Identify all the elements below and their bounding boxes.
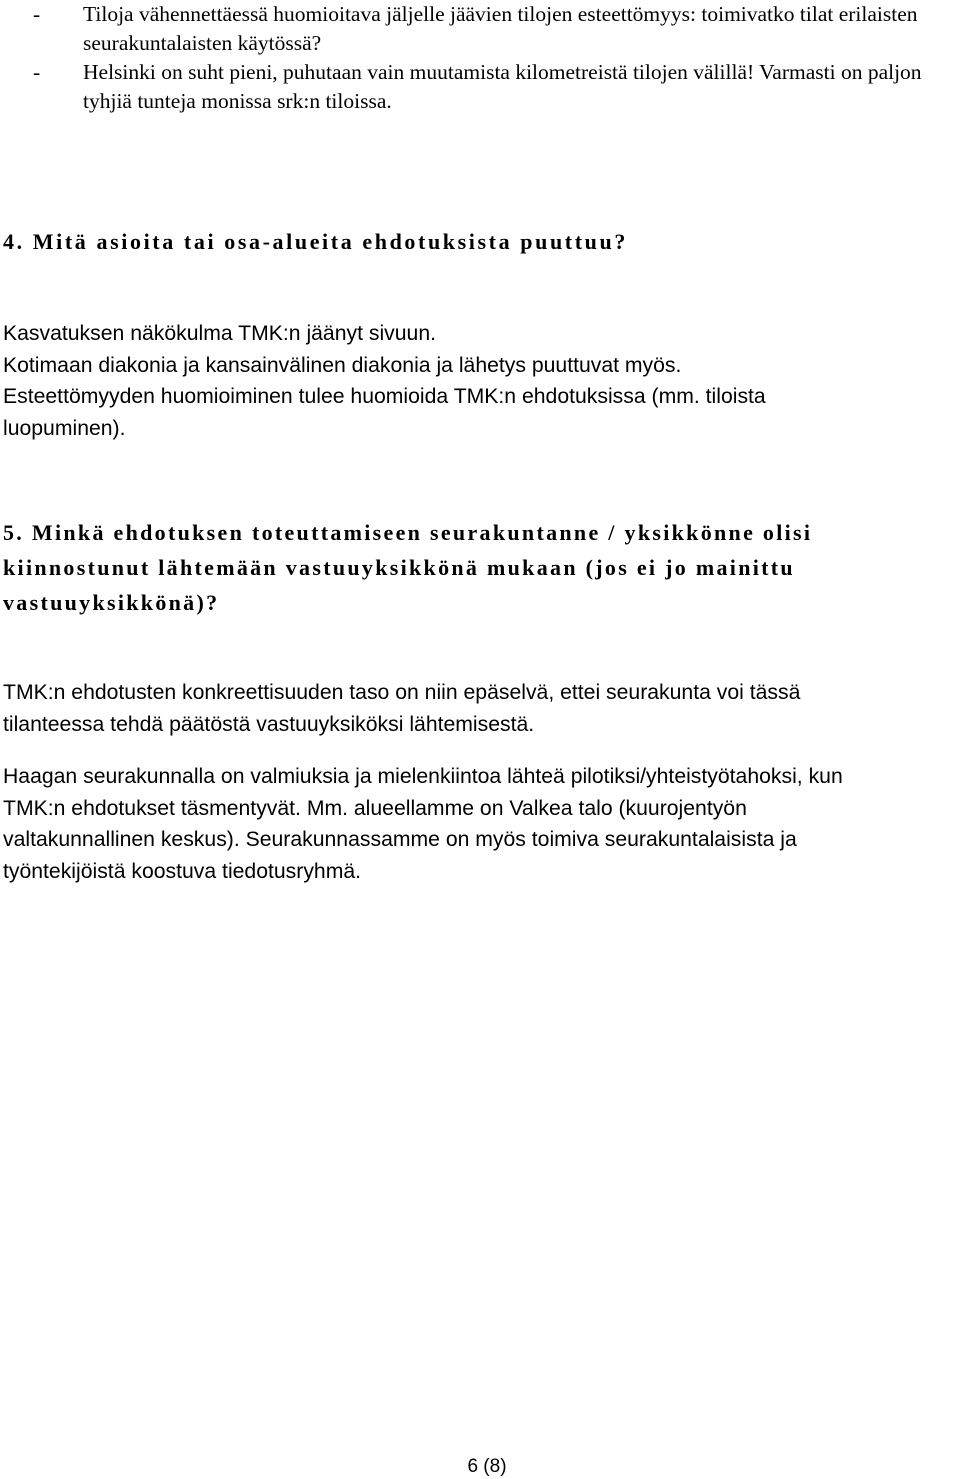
- text-line: työntekijöistä koostuva tiedotusryhmä.: [3, 859, 362, 883]
- text-line: tilanteessa tehdä päätöstä vastuuyksiköksi lähtemisestä.: [3, 712, 535, 736]
- bullet-dash: -: [33, 60, 41, 84]
- bullet-item: [33, 0, 953, 58]
- page-footer: [0, 1455, 960, 1479]
- text-line: luopuminen).: [3, 416, 126, 440]
- bullet-dash: -: [33, 2, 41, 26]
- text-line: TMK:n ehdotukset täsmentyvät. Mm. alueellamme on Valkea talo (kuurojentyön: [3, 796, 747, 820]
- page-number: 6 (8): [467, 1456, 507, 1477]
- bullet-item: [33, 58, 953, 116]
- text-line: Kasvatuksen näkökulma TMK:n jäänyt sivuun.: [3, 322, 436, 345]
- section-5-paragraph-1: [3, 677, 958, 740]
- text-line: TMK:n ehdotusten konkreettisuuden taso on niin epäselvä, ettei seurakunta voi tässä: [3, 681, 801, 704]
- text-line: Kotimaan diakonia ja kansainvälinen diakonia ja lähetys puuttuvat myös.: [3, 353, 682, 377]
- bullet-text: Helsinki on suht pieni, puhutaan vain muutamista kilometreistä tilojen välillä! Varmasti on paljon tyhjiä tunteja monissa srk:n tiloissa.: [83, 60, 922, 113]
- bullet-text: Tiloja vähennettäessä huomioitava jäljelle jäävien tilojen esteettömyys: toimivatko tilat erilaisten seurakuntalaisten käytössä?: [83, 2, 918, 55]
- bullet-list: [33, 0, 953, 116]
- text-line: valtakunnallinen keskus). Seurakunnassamme on myös toimiva seurakuntalaisista ja: [3, 828, 797, 851]
- section-4-paragraph: [3, 318, 958, 444]
- text-line: Esteettömyyden huomioiminen tulee huomioida TMK:n ehdotuksissa (mm. tiloista: [3, 385, 766, 408]
- section-5-paragraph-2: [3, 761, 958, 887]
- section-4-heading: 4. Mitä asioita tai osa-alueita ehdotuksista puuttuu?: [3, 229, 628, 254]
- text-line: Haagan seurakunnalla on valmiuksia ja mielenkiintoa lähteä pilotiksi/yhteistyötahoksi, kun: [3, 765, 843, 788]
- section-5-heading: 5. Minkä ehdotuksen toteuttamiseen seurakuntanne / yksikkönne olisi kiinnostunut lähtemään vastuuyksikkönä mukaan (jos ei jo mainittu vastuuyksikkönä)?: [3, 520, 813, 615]
